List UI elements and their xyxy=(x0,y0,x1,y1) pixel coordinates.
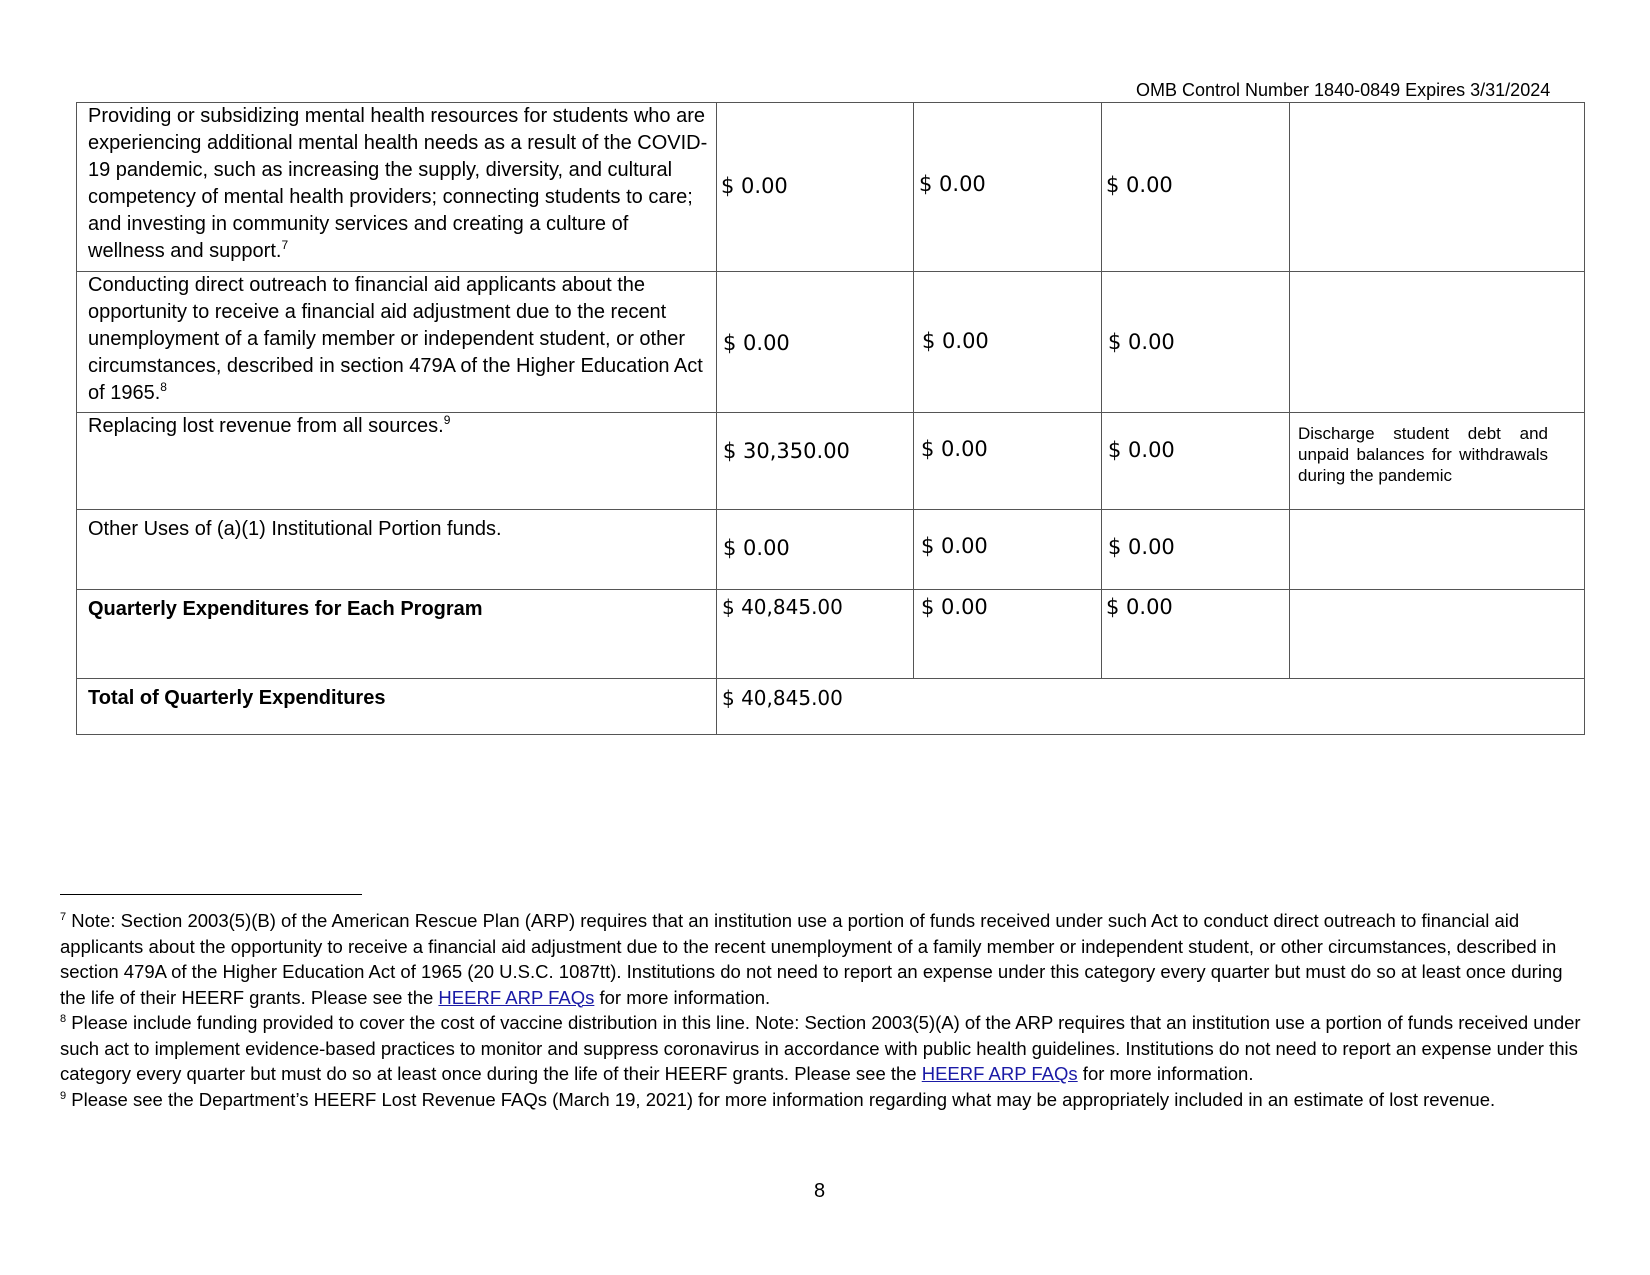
footnote-ref: 9 xyxy=(443,413,451,427)
amount-cell[interactable]: $ 0.00 xyxy=(1102,272,1290,413)
table-row-mental-health xyxy=(77,103,1585,272)
amount-cell[interactable]: $ 0.00 xyxy=(1102,590,1290,679)
expenditure-table xyxy=(76,102,1585,735)
amount-cell[interactable]: $ 0.00 xyxy=(1102,103,1290,272)
amount-cell[interactable]: $ 0.00 xyxy=(914,413,1102,510)
total-label: Total of Quarterly Expenditures xyxy=(77,679,717,735)
table-row-quarterly-program xyxy=(77,590,1585,679)
amount-cell[interactable]: $ 0.00 xyxy=(914,590,1102,679)
table-row-lost-revenue xyxy=(77,413,1585,510)
row-label: Quarterly Expenditures for Each Program xyxy=(77,590,717,679)
omb-control-number: OMB Control Number 1840-0849 Expires 3/31/2024 xyxy=(1136,80,1551,100)
table-row-other-uses xyxy=(77,510,1585,590)
amount-cell[interactable]: $ 0.00 xyxy=(1102,413,1290,510)
table-row-total xyxy=(77,679,1585,735)
footnotes xyxy=(60,908,1590,1112)
amount-cell[interactable]: $ 0.00 xyxy=(717,103,914,272)
amount-cell[interactable]: $ 0.00 xyxy=(717,272,914,413)
amount-cell[interactable]: $ 0.00 xyxy=(914,103,1102,272)
notes-cell[interactable] xyxy=(1290,103,1585,272)
page-number: 8 xyxy=(814,1180,826,1202)
footnote-ref: 8 xyxy=(160,380,167,394)
footnote-8: $^8$ Please include funding provided to cover the cost of vaccine distribution in this line. Note: Section 2003(5)(A) of the ARP requires that an institution use a portion of funds received under such act to implement evidence-based practices to monitor and suppress coronavirus in accordance with public health guidelines. Institutions do not need to report an expense under this category every quarter but must do so at least once during the life of their HEERF grants. Please see the HEERF ARP FAQs for more information. xyxy=(60,1012,1581,1084)
row-label: Providing or subsidizing mental health resources for students who are experiencing additional mental health needs as a result of the COVID-19 pandemic, such as increasing the supply, diversity, and cultural competency of mental health providers; connecting students to care; and investing in community services and creating a culture of wellness and support.$^7$ xyxy=(77,103,717,272)
notes-cell[interactable] xyxy=(1290,590,1585,679)
notes-cell[interactable] xyxy=(1290,272,1585,413)
amount-cell[interactable]: $ 0.00 xyxy=(1102,510,1290,590)
footnote-9: $^9$ Please see the Department’s HEERF Lost Revenue FAQs (March 19, 2021) for more information regarding what may be appropriately included in an estimate of lost revenue. xyxy=(60,1088,1496,1110)
amount-cell[interactable]: $ 0.00 xyxy=(914,272,1102,413)
table-row-financial-aid-outreach xyxy=(77,272,1585,413)
row-label: Other Uses of (a)(1) Institutional Portion funds. xyxy=(77,510,717,590)
amount-cell[interactable]: $ 30,350.00 xyxy=(717,413,914,510)
footnote-ref: 7 xyxy=(281,238,289,252)
amount-cell[interactable]: $ 0.00 xyxy=(717,510,914,590)
amount-cell[interactable]: $ 0.00 xyxy=(914,510,1102,590)
row-label: Conducting direct outreach to financial aid applicants about the opportunity to receive a financial aid adjustment due to the recent unemployment of a family member or independent student, or other circumstances, described in section 479A of the Higher Education Act of 1965.$^8$ xyxy=(77,272,717,413)
notes-cell[interactable]: Discharge student debt and unpaid balances for withdrawals during the pandemic xyxy=(1290,413,1585,510)
footnote-7: $^7$ Note: Section 2003(5)(B) of the American Rescue Plan (ARP) requires that an institution use a portion of funds received under such Act to conduct direct outreach to financial aid applicants about the opportunity to receive a financial aid adjustment due to the recent unemployment of a family member or independent student, or other circumstances, described in section 479A of the Higher Education Act of 1965 (20 U.S.C. 1087tt). Institutions do not need to report an expense under this category every quarter but must do so at least once during the life of their HEERF grants. Please see the HEERF ARP FAQs for more information. xyxy=(60,910,1563,1008)
total-amount-cell[interactable]: $ 40,845.00 xyxy=(717,679,1585,735)
notes-cell[interactable] xyxy=(1290,510,1585,590)
amount-cell[interactable]: $ 40,845.00 xyxy=(717,590,914,679)
heerf-arp-faqs-link[interactable]: HEERF ARP FAQs xyxy=(921,1063,1078,1084)
row-label: Replacing lost revenue from all sources.$^9$ xyxy=(77,413,717,510)
footnote-divider xyxy=(60,894,362,895)
heerf-arp-faqs-link[interactable]: HEERF ARP FAQs xyxy=(438,986,595,1008)
